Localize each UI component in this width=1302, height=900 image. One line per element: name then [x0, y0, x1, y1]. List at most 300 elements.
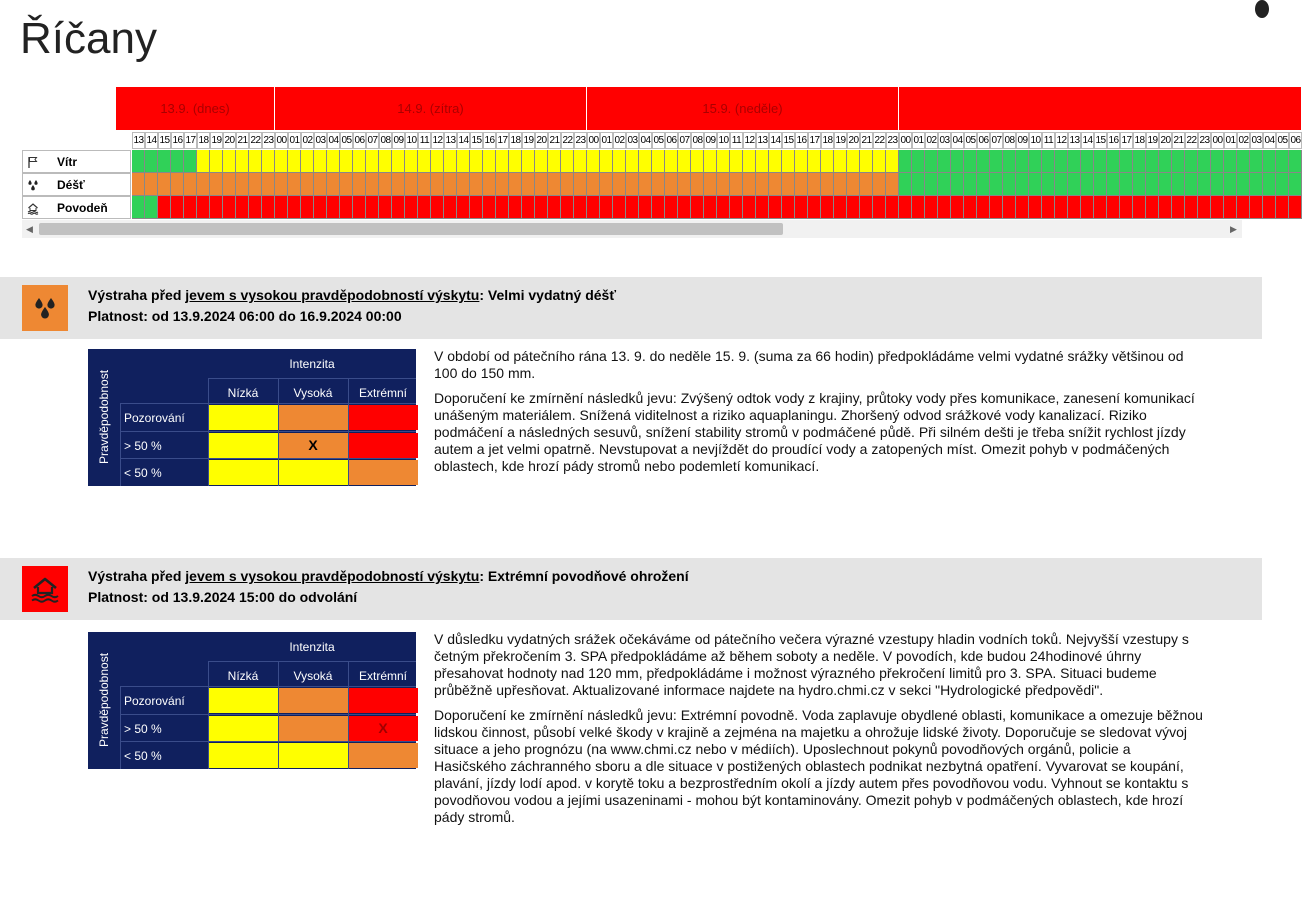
matrix-gridline	[120, 686, 416, 687]
level-cell[interactable]	[1120, 150, 1133, 173]
level-cell[interactable]	[171, 150, 184, 173]
level-cell[interactable]	[522, 150, 535, 173]
level-cell[interactable]	[600, 196, 613, 219]
level-cell[interactable]	[717, 196, 730, 219]
level-cell[interactable]	[171, 196, 184, 219]
hour-label: 11	[418, 132, 431, 149]
level-cell[interactable]	[262, 150, 275, 173]
level-cell[interactable]	[145, 173, 158, 196]
level-cell[interactable]	[652, 150, 665, 173]
level-cell[interactable]	[1224, 173, 1237, 196]
level-cell[interactable]	[691, 196, 704, 219]
level-cell[interactable]	[444, 150, 457, 173]
level-cell[interactable]	[951, 173, 964, 196]
hour-label: 04	[327, 132, 340, 149]
level-cell[interactable]	[1211, 196, 1224, 219]
level-cell[interactable]	[132, 173, 145, 196]
hour-label: 21	[1172, 132, 1185, 149]
level-cell[interactable]	[704, 196, 717, 219]
level-cell[interactable]	[158, 173, 171, 196]
level-cell[interactable]	[236, 173, 249, 196]
level-cell[interactable]	[1276, 173, 1289, 196]
level-cell[interactable]	[873, 173, 886, 196]
level-cell[interactable]	[1094, 173, 1107, 196]
level-cell[interactable]	[717, 173, 730, 196]
level-cell[interactable]	[392, 173, 405, 196]
level-cell[interactable]	[1289, 196, 1302, 219]
level-cell[interactable]	[1068, 196, 1081, 219]
level-cell[interactable]	[795, 173, 808, 196]
level-cell[interactable]	[431, 150, 444, 173]
level-cell[interactable]	[834, 196, 847, 219]
level-cell[interactable]	[1146, 196, 1159, 219]
level-cell[interactable]	[327, 150, 340, 173]
level-cell[interactable]	[275, 150, 288, 173]
level-cell[interactable]	[223, 196, 236, 219]
level-cell[interactable]	[639, 196, 652, 219]
level-cell[interactable]	[353, 150, 366, 173]
level-cell[interactable]	[288, 173, 301, 196]
level-cell[interactable]	[379, 150, 392, 173]
level-cell[interactable]	[314, 196, 327, 219]
level-cell[interactable]	[730, 196, 743, 219]
level-cell[interactable]	[717, 150, 730, 173]
level-cell[interactable]	[249, 196, 262, 219]
level-cell[interactable]	[1003, 173, 1016, 196]
level-cell[interactable]	[327, 196, 340, 219]
title-prefix: Výstraha před	[88, 568, 186, 584]
level-cell[interactable]	[808, 150, 821, 173]
level-cell[interactable]	[834, 173, 847, 196]
level-cell[interactable]	[1133, 173, 1146, 196]
flood-house-icon	[27, 202, 47, 214]
level-cell[interactable]	[275, 173, 288, 196]
level-cell[interactable]	[730, 173, 743, 196]
level-cell[interactable]	[574, 196, 587, 219]
level-cell[interactable]	[652, 196, 665, 219]
level-cell[interactable]	[483, 150, 496, 173]
level-cell[interactable]	[1016, 196, 1029, 219]
level-cell[interactable]	[1120, 173, 1133, 196]
level-cell[interactable]	[1107, 150, 1120, 173]
level-cell[interactable]	[756, 196, 769, 219]
level-cell[interactable]	[301, 150, 314, 173]
level-cell[interactable]	[158, 196, 171, 219]
level-cell[interactable]	[847, 196, 860, 219]
level-cell[interactable]	[496, 196, 509, 219]
level-cell[interactable]	[1250, 173, 1263, 196]
level-cell[interactable]	[951, 196, 964, 219]
level-cell[interactable]	[1237, 173, 1250, 196]
level-cell[interactable]	[1094, 150, 1107, 173]
level-cell[interactable]	[509, 173, 522, 196]
scroll-right-arrow-icon[interactable]: ▶	[1230, 224, 1237, 234]
level-cell[interactable]	[1224, 150, 1237, 173]
level-cell[interactable]	[1289, 150, 1302, 173]
level-cell[interactable]	[912, 173, 925, 196]
level-cell[interactable]	[795, 196, 808, 219]
level-cell[interactable]	[873, 196, 886, 219]
level-cell[interactable]	[197, 196, 210, 219]
level-cell[interactable]	[340, 173, 353, 196]
matrix-cell	[208, 688, 278, 713]
level-cell[interactable]	[990, 196, 1003, 219]
level-cell[interactable]	[1120, 196, 1133, 219]
level-cell[interactable]	[262, 196, 275, 219]
level-cell[interactable]	[782, 173, 795, 196]
level-cell[interactable]	[1289, 173, 1302, 196]
level-cell[interactable]	[1094, 196, 1107, 219]
level-cell[interactable]	[1276, 196, 1289, 219]
level-cell[interactable]	[1250, 150, 1263, 173]
level-cell[interactable]	[223, 150, 236, 173]
level-cell[interactable]	[1107, 173, 1120, 196]
level-cell[interactable]	[340, 150, 353, 173]
level-cell[interactable]	[964, 196, 977, 219]
level-cell[interactable]	[548, 196, 561, 219]
level-cell[interactable]	[145, 150, 158, 173]
level-cell[interactable]	[873, 150, 886, 173]
level-cell[interactable]	[678, 196, 691, 219]
level-cell[interactable]	[262, 173, 275, 196]
hour-label: 13	[1068, 132, 1081, 149]
level-cell[interactable]	[964, 173, 977, 196]
warning-timeline[interactable]	[22, 87, 1301, 239]
intensity-column-label: Nízká	[227, 669, 259, 683]
level-cell[interactable]	[938, 173, 951, 196]
level-cell[interactable]	[925, 150, 938, 173]
warning-validity: Platnost: od 13.9.2024 06:00 do 16.9.2024 00:00	[88, 308, 402, 324]
level-cell[interactable]	[626, 196, 639, 219]
level-cell[interactable]	[847, 150, 860, 173]
level-cell[interactable]	[743, 173, 756, 196]
level-cell[interactable]	[405, 196, 418, 219]
level-cell[interactable]	[925, 173, 938, 196]
level-cell[interactable]	[938, 196, 951, 219]
level-cell[interactable]	[288, 196, 301, 219]
level-cell[interactable]	[587, 173, 600, 196]
level-cell[interactable]	[1042, 196, 1055, 219]
timeline-scrollbar[interactable]	[22, 220, 1242, 238]
level-cell[interactable]	[808, 196, 821, 219]
level-cell[interactable]	[301, 173, 314, 196]
level-cell[interactable]	[1237, 150, 1250, 173]
level-cell[interactable]	[1185, 196, 1198, 219]
level-cell[interactable]	[1198, 173, 1211, 196]
warning-level-link[interactable]: jevem s vysokou pravděpodobností výskytu	[185, 287, 480, 303]
level-cell[interactable]	[1211, 150, 1224, 173]
level-cell[interactable]	[925, 196, 938, 219]
level-cell[interactable]	[1016, 173, 1029, 196]
level-cell[interactable]	[509, 196, 522, 219]
level-cell[interactable]	[613, 150, 626, 173]
level-cell[interactable]	[535, 173, 548, 196]
level-cell[interactable]	[418, 150, 431, 173]
level-cell[interactable]	[184, 196, 197, 219]
level-cell[interactable]	[470, 173, 483, 196]
level-cell[interactable]	[132, 196, 145, 219]
level-cell[interactable]	[1198, 150, 1211, 173]
level-cell[interactable]	[418, 173, 431, 196]
level-cell[interactable]	[431, 196, 444, 219]
level-cell[interactable]	[795, 150, 808, 173]
level-cell[interactable]	[1055, 150, 1068, 173]
level-cell[interactable]	[782, 196, 795, 219]
level-cell[interactable]	[899, 173, 912, 196]
scroll-left-arrow-icon[interactable]: ◀	[26, 224, 33, 234]
level-cell[interactable]	[860, 173, 873, 196]
level-cell[interactable]	[1224, 196, 1237, 219]
level-cell[interactable]	[691, 173, 704, 196]
level-cell[interactable]	[600, 173, 613, 196]
level-cell[interactable]	[652, 173, 665, 196]
level-cell[interactable]	[1029, 150, 1042, 173]
level-cell[interactable]	[431, 173, 444, 196]
level-cell[interactable]	[314, 173, 327, 196]
level-cell[interactable]	[1068, 150, 1081, 173]
level-cell[interactable]	[184, 150, 197, 173]
level-cell[interactable]	[509, 150, 522, 173]
level-cell[interactable]	[912, 196, 925, 219]
scrollbar-thumb[interactable]	[39, 223, 783, 235]
level-cell[interactable]	[951, 150, 964, 173]
hour-label: 13	[132, 132, 145, 149]
level-cell[interactable]	[1159, 196, 1172, 219]
level-cell[interactable]	[1172, 173, 1185, 196]
level-cell[interactable]	[574, 150, 587, 173]
level-cell[interactable]	[574, 173, 587, 196]
level-cell[interactable]	[886, 150, 899, 173]
level-cell[interactable]	[821, 173, 834, 196]
level-cell[interactable]	[626, 173, 639, 196]
level-cell[interactable]	[405, 173, 418, 196]
day-header: 14.9. (zítra)	[275, 87, 587, 130]
level-cell[interactable]	[1198, 196, 1211, 219]
level-cell[interactable]	[327, 173, 340, 196]
level-cell[interactable]	[496, 150, 509, 173]
level-cell[interactable]	[1263, 150, 1276, 173]
level-cell[interactable]	[613, 173, 626, 196]
level-cell[interactable]	[1159, 150, 1172, 173]
level-cell[interactable]	[639, 173, 652, 196]
level-cell[interactable]	[236, 196, 249, 219]
level-cell[interactable]	[314, 150, 327, 173]
level-cell[interactable]	[392, 196, 405, 219]
level-cell[interactable]	[899, 196, 912, 219]
level-cell[interactable]	[1172, 196, 1185, 219]
level-cell[interactable]	[496, 173, 509, 196]
hour-label: 22	[873, 132, 886, 149]
level-cell[interactable]	[1276, 150, 1289, 173]
level-cell[interactable]	[782, 150, 795, 173]
level-cell[interactable]	[678, 150, 691, 173]
level-cell[interactable]	[1068, 173, 1081, 196]
level-cell[interactable]	[834, 150, 847, 173]
level-cell[interactable]	[769, 173, 782, 196]
level-cell[interactable]	[561, 173, 574, 196]
level-cell[interactable]	[743, 150, 756, 173]
level-cell[interactable]	[808, 173, 821, 196]
level-cell[interactable]	[171, 173, 184, 196]
level-cell[interactable]	[860, 196, 873, 219]
level-cell[interactable]	[990, 173, 1003, 196]
level-cell[interactable]	[470, 150, 483, 173]
level-cell[interactable]	[769, 150, 782, 173]
level-cell[interactable]	[366, 173, 379, 196]
level-cell[interactable]	[197, 150, 210, 173]
hour-label: 10	[717, 132, 730, 149]
level-cell[interactable]	[1172, 150, 1185, 173]
hour-label: 16	[1107, 132, 1120, 149]
level-cell[interactable]	[1263, 196, 1276, 219]
level-cell[interactable]	[1146, 150, 1159, 173]
level-cell[interactable]	[379, 196, 392, 219]
warning-level-link[interactable]: jevem s vysokou pravděpodobností výskytu	[185, 568, 480, 584]
level-cell[interactable]	[977, 150, 990, 173]
level-cell[interactable]	[1185, 173, 1198, 196]
level-cell[interactable]	[1029, 196, 1042, 219]
level-cell[interactable]	[743, 196, 756, 219]
level-cell[interactable]	[483, 173, 496, 196]
hour-label: 03	[1250, 132, 1263, 149]
hour-label: 04	[1263, 132, 1276, 149]
warning-title	[88, 566, 689, 586]
level-cell[interactable]	[1029, 173, 1042, 196]
level-cell[interactable]	[1133, 150, 1146, 173]
level-cell[interactable]	[340, 196, 353, 219]
level-cell[interactable]	[366, 150, 379, 173]
level-cell[interactable]	[223, 173, 236, 196]
level-cell[interactable]	[886, 196, 899, 219]
level-cell[interactable]	[392, 150, 405, 173]
level-cell[interactable]	[405, 150, 418, 173]
level-cell[interactable]	[1042, 173, 1055, 196]
level-cell[interactable]	[249, 173, 262, 196]
level-cell[interactable]	[730, 150, 743, 173]
level-cell[interactable]	[665, 196, 678, 219]
level-cell[interactable]	[860, 150, 873, 173]
level-cell[interactable]	[535, 150, 548, 173]
level-cell[interactable]	[704, 150, 717, 173]
level-cell[interactable]	[756, 173, 769, 196]
hour-label: 21	[236, 132, 249, 149]
level-cell[interactable]	[522, 196, 535, 219]
level-cell[interactable]	[236, 150, 249, 173]
level-cell[interactable]	[1055, 196, 1068, 219]
level-cell[interactable]	[301, 196, 314, 219]
level-cell[interactable]	[587, 150, 600, 173]
level-cell[interactable]	[821, 150, 834, 173]
level-cell[interactable]	[366, 196, 379, 219]
level-cell[interactable]	[704, 173, 717, 196]
hour-label: 00	[899, 132, 912, 149]
level-cell[interactable]	[548, 150, 561, 173]
level-cell[interactable]	[990, 150, 1003, 173]
level-cell[interactable]	[210, 173, 223, 196]
level-cell[interactable]	[457, 173, 470, 196]
level-cell[interactable]	[210, 150, 223, 173]
level-cell[interactable]	[665, 150, 678, 173]
level-cell[interactable]	[1081, 173, 1094, 196]
level-cell[interactable]	[132, 150, 145, 173]
level-cell[interactable]	[977, 196, 990, 219]
level-cell[interactable]	[1055, 173, 1068, 196]
level-cell[interactable]	[1016, 150, 1029, 173]
level-cell[interactable]	[1133, 196, 1146, 219]
level-cell[interactable]	[522, 173, 535, 196]
level-cell[interactable]	[964, 150, 977, 173]
level-cell[interactable]	[769, 196, 782, 219]
level-cell[interactable]	[977, 173, 990, 196]
level-cell[interactable]	[561, 196, 574, 219]
level-cell[interactable]	[184, 173, 197, 196]
level-cell[interactable]	[821, 196, 834, 219]
hour-label: 23	[1198, 132, 1211, 149]
level-cell[interactable]	[210, 196, 223, 219]
level-cell[interactable]	[418, 196, 431, 219]
level-cell[interactable]	[249, 150, 262, 173]
level-cell[interactable]	[912, 150, 925, 173]
level-cell[interactable]	[145, 196, 158, 219]
level-cell[interactable]	[847, 173, 860, 196]
level-cell[interactable]	[457, 150, 470, 173]
level-cell[interactable]	[1159, 173, 1172, 196]
level-cell[interactable]	[600, 150, 613, 173]
level-cell[interactable]	[587, 196, 600, 219]
level-cell[interactable]	[1107, 196, 1120, 219]
level-cell[interactable]	[444, 173, 457, 196]
level-cell[interactable]	[444, 196, 457, 219]
level-cell[interactable]	[678, 173, 691, 196]
level-cell[interactable]	[756, 150, 769, 173]
level-cell[interactable]	[886, 173, 899, 196]
level-cell[interactable]	[379, 173, 392, 196]
level-cell[interactable]	[1185, 150, 1198, 173]
level-cell[interactable]	[1146, 173, 1159, 196]
level-cell[interactable]	[483, 196, 496, 219]
level-cell[interactable]	[1237, 196, 1250, 219]
level-cell[interactable]	[158, 150, 171, 173]
description-paragraph: Doporučení ke zmírnění následků jevu: Extrémní povodně. Voda zaplavuje obydlené oblasti, komunikace a omezuje běžnou lidskou činnost, působí velké škody v krajině a zejména na majetku a ohrožuje lidské životy. Doporučuje se sledovat vývoj situace a jeho prognózu (na www.chmi.cz nebo v médiích). Uposlechnout pokynů povodňových orgánů, policie a Hasičského záchranného sboru a dle situace v postižených oblastech podnikat nezbytná opatření. Vyvarovat se koupání, plavání, jízdy lodí apod. v korytě toku a bezprostředním okolí a jízdy autem přes povodňovou vodu. Vyhnout se kontaktu s povodňovou vodou a jejími usazeninami - mohou být kontaminovány. Omezit pohyb v podmáčených oblastech, kde hrozí pády stromů.	[434, 707, 1203, 825]
level-cell[interactable]	[548, 173, 561, 196]
level-cell[interactable]	[470, 196, 483, 219]
level-cell[interactable]	[613, 196, 626, 219]
level-cell[interactable]	[1081, 150, 1094, 173]
level-cell[interactable]	[639, 150, 652, 173]
level-cell[interactable]	[1003, 196, 1016, 219]
level-cell[interactable]	[1003, 150, 1016, 173]
level-cell[interactable]	[353, 196, 366, 219]
level-cell[interactable]	[535, 196, 548, 219]
level-cell[interactable]	[1263, 173, 1276, 196]
level-cell[interactable]	[197, 173, 210, 196]
level-cell[interactable]	[938, 150, 951, 173]
level-cell[interactable]	[1042, 150, 1055, 173]
level-cell[interactable]	[899, 150, 912, 173]
level-cell[interactable]	[457, 196, 470, 219]
level-cell[interactable]	[1250, 196, 1263, 219]
level-cell[interactable]	[626, 150, 639, 173]
level-cell[interactable]	[665, 173, 678, 196]
level-cell[interactable]	[1211, 173, 1224, 196]
level-cell[interactable]	[288, 150, 301, 173]
hour-label: 14	[769, 132, 782, 149]
level-cell[interactable]	[561, 150, 574, 173]
level-cell[interactable]	[275, 196, 288, 219]
level-cell[interactable]	[691, 150, 704, 173]
level-cell[interactable]	[353, 173, 366, 196]
level-cell[interactable]	[1081, 196, 1094, 219]
